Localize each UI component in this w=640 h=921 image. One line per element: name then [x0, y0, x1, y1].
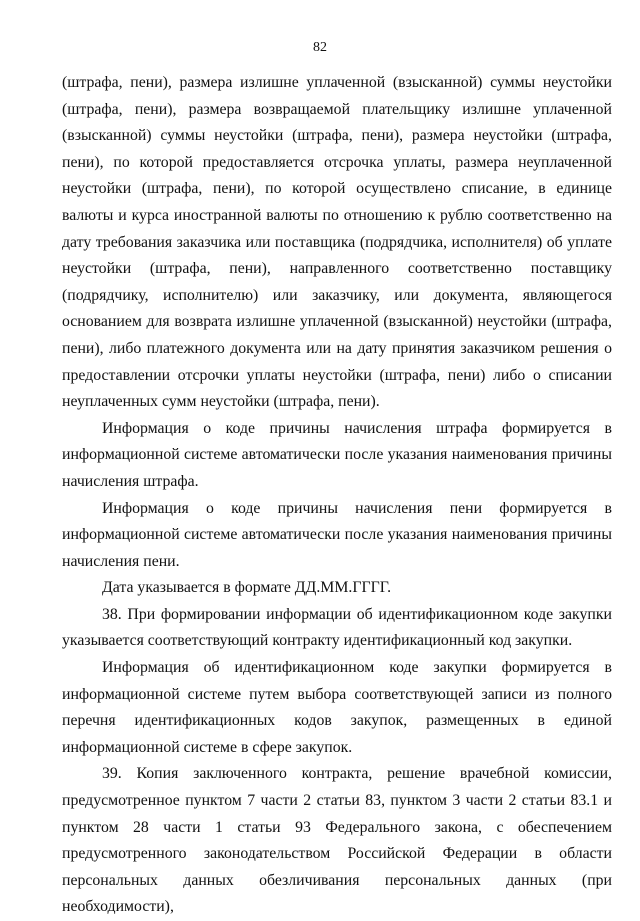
paragraph-penalty-amounts: (штрафа, пени), размера излишне уплаченной (взысканной) суммы неустойки (штрафа, пени), размера возвращаемой плательщику излишне уплаченной (взысканной) суммы неустойки (штрафа, пени), размера неустойки (штрафа, пени), по которой предоставляется отсрочка уплаты, размера неуплаченной неустойки (штрафа, пени), по которой осуществлено списание, в единице валюты и курса иностранной валюты по отношению к рублю соответственно на дату требования заказчика или поставщика (подрядчика, исполнителя) об уплате неустойки (штрафа, пени), направленного соответственно поставщику (подрядчику, исполнителю) или заказчику, или документа, являющегося основанием для возврата излишне уплаченной (взысканной) неустойки (штрафа, пени), либо платежного документа или на дату принятия заказчиком решения о предоставлении отсрочки уплаты неустойки (штрафа, пени) либо о списании неуплаченных сумм неустойки (штрафа, пени). [62, 74, 612, 411]
paragraph-item-38: 38. При формировании информации об идентификационном коде закупки указывается соответствующий контракту идентификационный код закупки. [62, 605, 612, 650]
paragraph-fine-reason-code: Информация о коде причины начисления штрафа формируется в информационной системе автоматически после указания наименования причины начисления штрафа. [62, 419, 612, 490]
paragraph-date-format: Дата указывается в формате ДД.ММ.ГГГГ. [102, 579, 392, 597]
page-number: 82 [313, 40, 327, 55]
paragraph-penalty-reason-code: Информация о коде причины начисления пени формируется в информационной системе автоматически после указания наименования причины начисления пени. [62, 499, 612, 570]
paragraph-item-39: 39. Копия заключенного контракта, решение врачебной комиссии, предусмотренное пунктом 7 части 2 статьи 83, пунктом 3 части 2 статьи 83.1 и пунктом 28 части 1 статьи 93 Федерального закона, с обеспечением предусмотренного законодательством Российской Федерации в области персональных данных обезличивания персональных данных (при необходимости), [62, 765, 612, 916]
paragraph-procurement-code-info: Информация об идентификационном коде закупки формируется в информационной системе путем выбора соответствующей записи из полного перечня идентификационных кодов закупок, размещенных в единой информационной системе в сфере закупок. [62, 659, 612, 756]
document-body [62, 70, 612, 921]
